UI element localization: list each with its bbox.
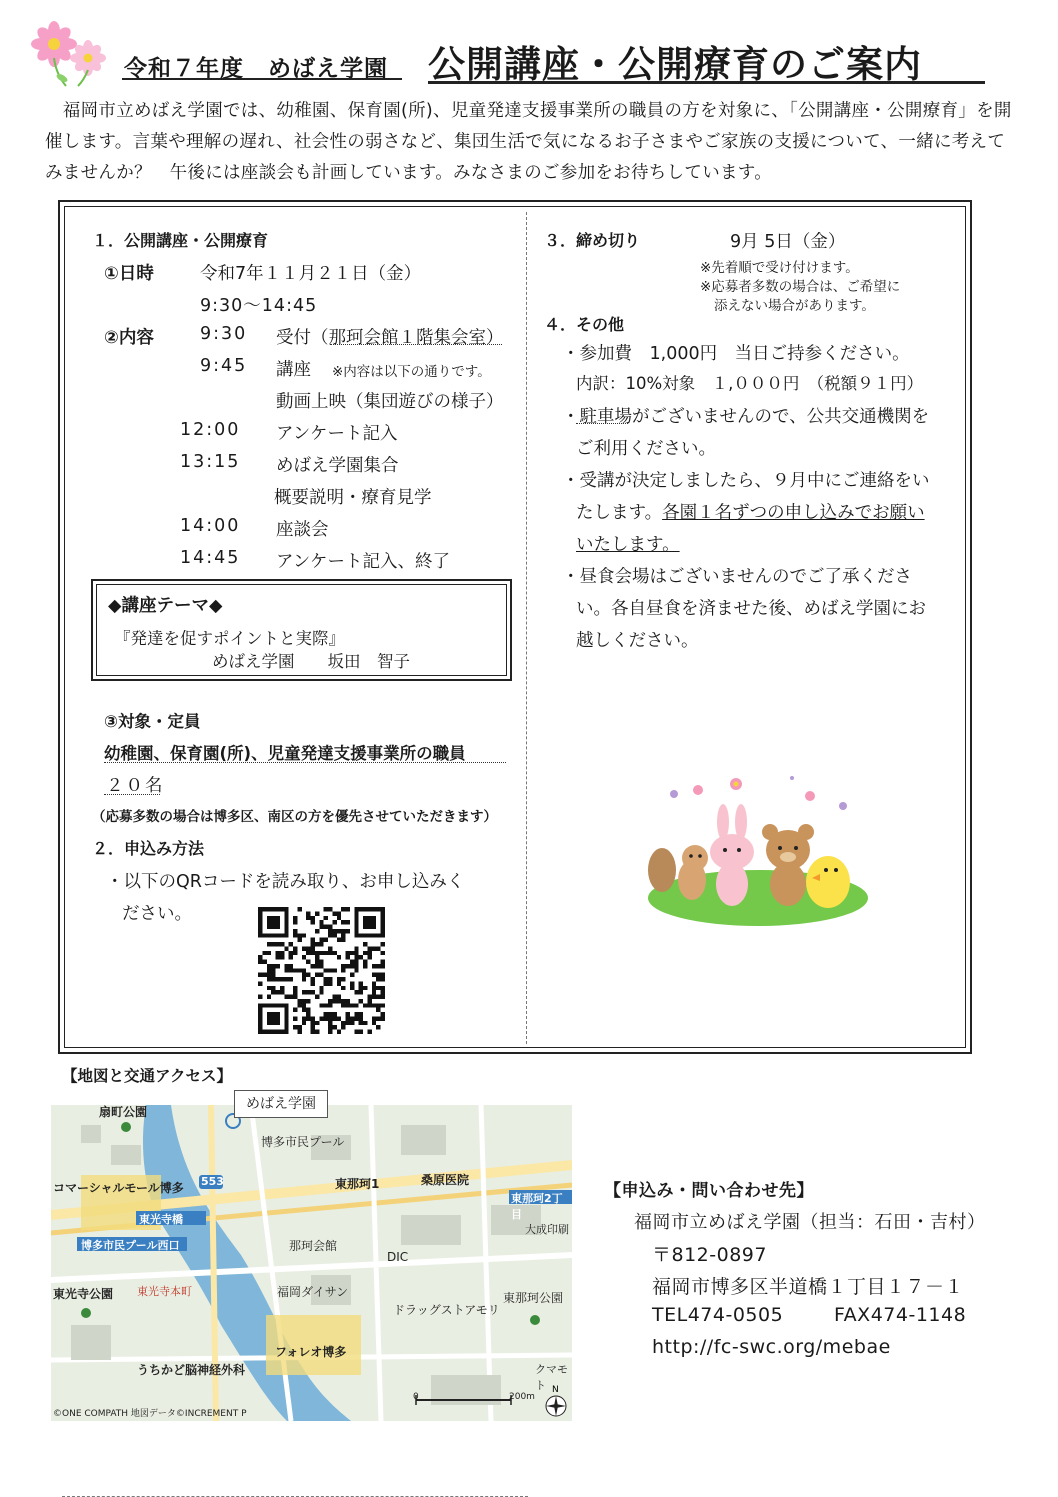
contact-tel: TEL474-0505: [652, 1304, 784, 1326]
capacity-underline: [104, 794, 160, 795]
title-underline: [428, 81, 985, 84]
map-label: 福岡ダイサン: [277, 1285, 349, 1299]
animals-illustration: [640, 770, 876, 930]
schedule-item: 講座: [276, 360, 311, 380]
map-label: 東光寺公園: [53, 1287, 114, 1301]
page-title: 公開講座・公開療育のご案内: [428, 43, 922, 86]
schedule-time: 14:45: [180, 548, 241, 568]
access-map[interactable]: [51, 1105, 572, 1421]
contact-address: 福岡市博多区半道橋１丁目１７－１: [652, 1276, 965, 1298]
deadline-note: ※先着順で受け付けます。: [700, 260, 859, 276]
map-label: フォレオ博多: [275, 1345, 347, 1359]
deadline-note: ※応募者多数の場合は、ご希望に: [700, 279, 901, 295]
map-label: 那珂会館: [289, 1239, 338, 1253]
parking-underline: [576, 423, 628, 424]
map-scale: 200m: [509, 1392, 535, 1402]
schedule-time: 14:00: [180, 516, 241, 536]
map-heading: 【地図と交通アクセス】: [62, 1067, 233, 1085]
contact-heading: 【申込み・問い合わせ先】: [604, 1181, 814, 1201]
map-label: 桑原医院: [421, 1173, 470, 1187]
map-label: クマモト: [535, 1363, 568, 1392]
theme-title: 『発達を促すポイントと実際』: [114, 629, 345, 648]
lunch-note: い。各自昼食を済ませた後、めばえ学園にお: [576, 599, 926, 619]
contact-org: 福岡市立めばえ学園（担当：石田・吉村）: [634, 1212, 986, 1233]
parking-note: ・駐車場がございませんので、公共交通機関を: [562, 407, 930, 427]
section1-heading: １．公開講座・公開療育: [92, 231, 269, 250]
intro-paragraph: 福岡市立めばえ学園では、幼稚園、保育園(所)、児童発達支援事業所の職員の方を対象に、「公開講座・公開療育」を開催します。言葉や理解の遅れ、社会性の弱さなど、集団生活で気になるお子さまやご家族の支援について、一緒に考えてみませんか？ 午後には座談会も計画しています。みなさまのご参加をお待ちしています。: [45, 101, 1012, 183]
map-label: 大成印刷: [525, 1223, 569, 1236]
map-label: DIC: [387, 1250, 409, 1264]
schedule-item: 動画上映（集団遊びの様子）: [276, 392, 504, 412]
apply-instruction: ださい。: [122, 904, 192, 924]
schedule-time: 9:30: [200, 324, 248, 344]
fee-breakdown: 内訳：10%対象 １,０００円 （税額９１円）: [576, 374, 924, 393]
datetime-label: ①日時: [104, 264, 154, 284]
schedule-item: アンケート記入、終了: [276, 552, 450, 572]
map-label: 東那珂公園: [503, 1291, 564, 1305]
map-label: 東那珂1: [335, 1177, 380, 1191]
map-label: 博多市民プール西口: [81, 1239, 180, 1252]
section2-heading: ２．申込み方法: [92, 839, 205, 858]
map-label: 東那珂2丁目: [511, 1192, 563, 1221]
compass-icon: [543, 1383, 569, 1419]
content-label: ②内容: [104, 328, 154, 348]
deadline-date: 9月 5日（金）: [730, 232, 846, 252]
deadline-note: 添えない場合があります。: [714, 298, 875, 314]
title-underline: [122, 78, 402, 80]
qr-code-icon[interactable]: [258, 907, 385, 1034]
parking-note: ご利用ください。: [576, 439, 716, 459]
confirm-note: いたします。: [576, 535, 680, 555]
confirm-note: たします。各園１名ずつの申し込みでお願い: [576, 503, 925, 523]
contact-postal: 〒812-0897: [652, 1244, 767, 1266]
apply-instruction: ・以下のQRコードを読み取り、お申し込みく: [106, 872, 465, 892]
schedule-time: 13:15: [180, 452, 241, 472]
event-date: 令和7年１１月２１日（金）: [200, 264, 422, 284]
theme-heading: ◆講座テーマ◆: [108, 596, 223, 616]
confirm-note: ・受講が決定しましたら、９月中にご連絡をい: [562, 471, 930, 491]
map-label: 東光寺橋: [139, 1213, 183, 1226]
map-label: 博多市民プール: [261, 1135, 345, 1149]
map-label: ドラッグストアモリ: [393, 1303, 500, 1317]
fee-line: ・参加費 1,000円 当日ご持参ください。: [562, 344, 910, 364]
map-label: 553: [201, 1175, 224, 1188]
underline-venue: [330, 344, 502, 345]
schedule-item: めばえ学園集合: [276, 456, 399, 476]
flower-icon: [26, 18, 112, 90]
map-label: 東光寺本町: [137, 1285, 192, 1298]
schedule-item: 概要説明・療育見学: [274, 488, 432, 508]
column-divider: [526, 212, 527, 1044]
page-title-prefix: 令和７年度 めばえ学園: [124, 56, 388, 82]
svg-text:N: N: [552, 1385, 559, 1395]
schedule-item: アンケート記入: [276, 424, 398, 444]
event-time: 9:30〜14:45: [200, 296, 318, 316]
capacity: ２０名: [106, 776, 165, 796]
section3-heading: ３．締め切り: [544, 231, 641, 250]
schedule-item: 受付（那珂会館１階集会室）: [276, 328, 504, 348]
target-underline: [104, 762, 506, 763]
lunch-note: 越しください。: [576, 631, 699, 651]
lunch-note: ・昼食会場はございませんのでご了承くださ: [562, 567, 912, 587]
schedule-note: ※内容は以下の通りです。: [332, 364, 491, 380]
map-copyright: ©ONE COMPATH 地図データ©INCREMENT P: [53, 1409, 247, 1419]
schedule-time: 12:00: [180, 420, 241, 440]
target-label: ③対象・定員: [104, 712, 201, 731]
priority-note: （応募多数の場合は博多区、南区の方を優先させていただきます）: [92, 809, 497, 825]
contact-fax: FAX474-1148: [834, 1304, 967, 1326]
contact-url[interactable]: http://fc-swc.org/mebae: [652, 1336, 891, 1358]
map-label: コマーシャルモール博多: [53, 1181, 184, 1195]
map-label: うちかど脳神経外科: [137, 1363, 246, 1377]
map-label: 扇町公園: [99, 1105, 148, 1119]
theme-speaker: めばえ学園 坂田 智子: [212, 652, 410, 671]
target-text: 幼稚園、保育園(所)、児童発達支援事業所の職員: [104, 744, 466, 763]
map-marker-label: めばえ学園: [234, 1090, 328, 1118]
schedule-time: 9:45: [200, 356, 248, 376]
map-scale: 0: [413, 1392, 419, 1402]
section4-heading: ４．その他: [544, 315, 625, 334]
schedule-item: 座談会: [276, 520, 329, 540]
